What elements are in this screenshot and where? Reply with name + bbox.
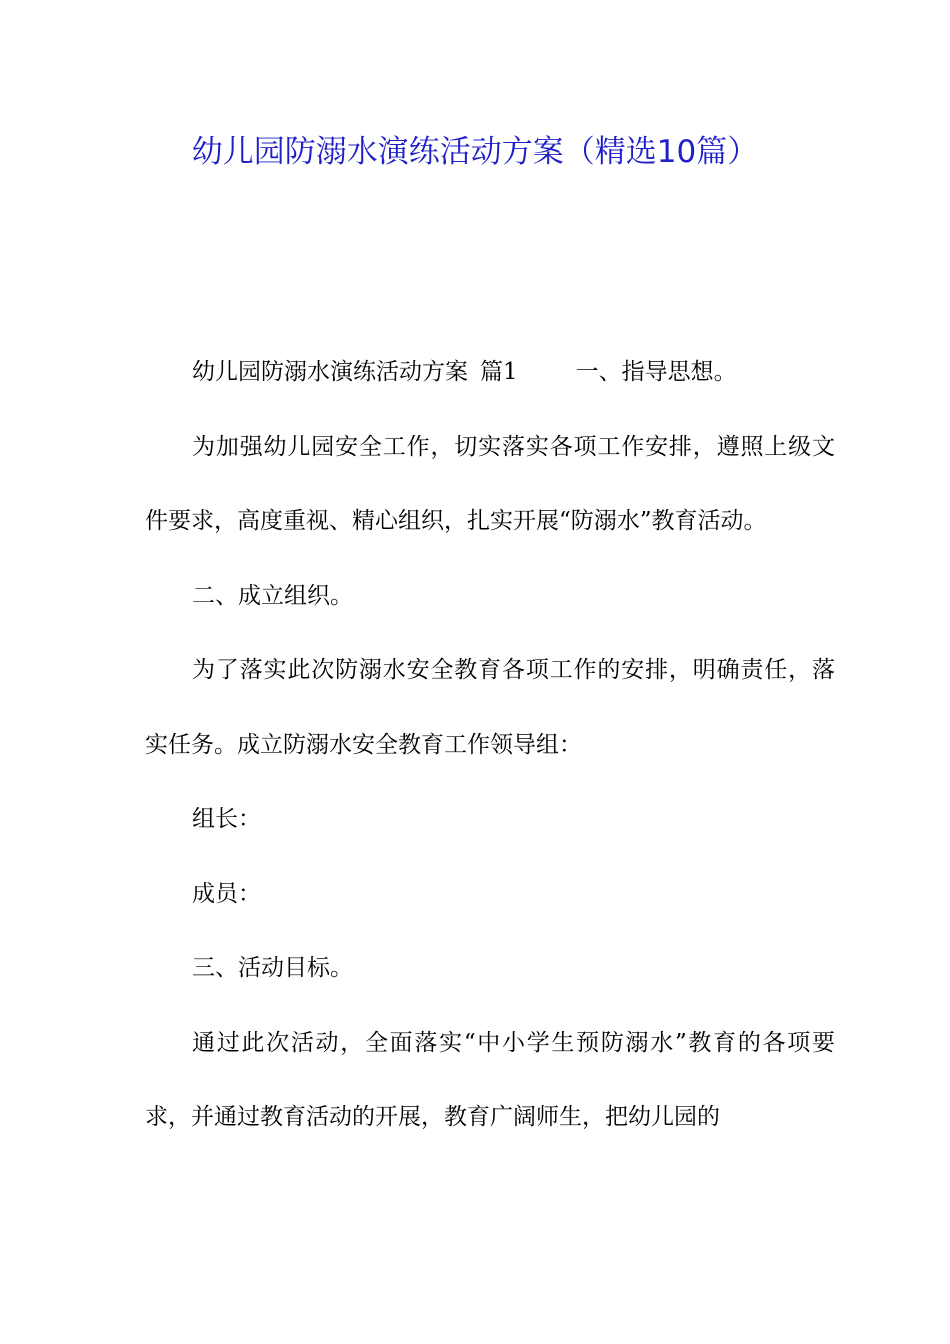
document-body — [145, 335, 835, 1155]
list-item: 成员： — [192, 880, 261, 907]
section-heading-line — [145, 335, 835, 410]
section-title: 一、指导思想。 — [575, 359, 737, 385]
paragraph: 为了落实此次防溺水安全教育各项工作的安排，明确责任，落实任务。成立防溺水安全教育工作领导组： — [145, 657, 835, 758]
doc-name: 幼儿园防溺水演练活动方案 — [192, 359, 468, 385]
list-item: 组长： — [192, 806, 261, 832]
document-title: 幼儿园防溺水演练活动方案（精选10篇） — [191, 134, 759, 170]
section-title: 三、活动目标。 — [192, 955, 353, 981]
paragraph: 为加强幼儿园安全工作，切实落实各项工作安排，遵照上级文件要求，高度重视、精心组织，扎实开展“防溺水”教育活动。 — [145, 433, 835, 534]
part-label: 篇1 — [480, 359, 518, 385]
section-title: 二、成立组织。 — [192, 582, 353, 609]
paragraph: 通过此次活动，全面落实“中小学生预防溺水”教育的各项要求，并通过教育活动的开展，教育广阔师生，把幼儿园的 — [145, 1029, 835, 1130]
